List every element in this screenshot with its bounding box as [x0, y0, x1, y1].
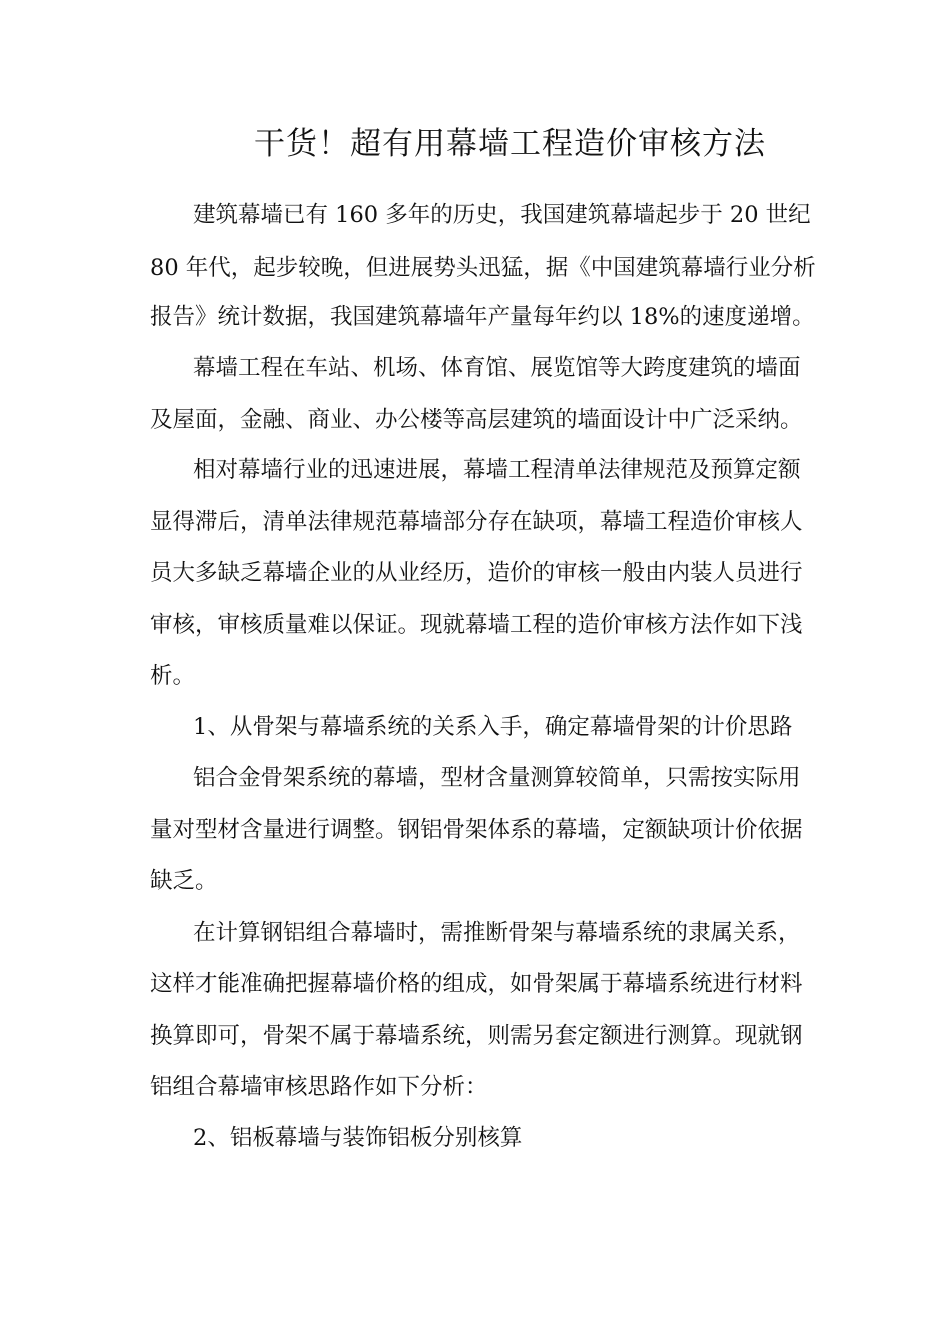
- paragraph-line: 审核，审核质量难以保证。现就幕墙工程的造价审核方法作如下浅: [150, 612, 803, 638]
- section-heading-1: 1、从骨架与幕墙系统的关系入手，确定幕墙骨架的计价思路: [193, 714, 793, 740]
- paragraph-line: 幕墙工程在车站、机场、体育馆、展览馆等大跨度建筑的墙面: [193, 355, 801, 381]
- paragraph-line: 缺乏。: [150, 868, 218, 894]
- paragraph-line: 铝合金骨架系统的幕墙，型材含量测算较简单，只需按实际用: [193, 765, 801, 791]
- paragraph-line: 员大多缺乏幕墙企业的从业经历，造价的审核一般由内装人员进行: [150, 560, 803, 586]
- paragraph-line: 显得滞后，清单法律规范幕墙部分存在缺项，幕墙工程造价审核人: [150, 509, 803, 535]
- paragraph-line: 及屋面，金融、商业、办公楼等高层建筑的墙面设计中广泛采纳。: [150, 407, 803, 433]
- paragraph-line: 报告》统计数据，我国建筑幕墙年产量每年约以 18%的速度递增。: [150, 304, 815, 330]
- paragraph-line: 相对幕墙行业的迅速进展，幕墙工程清单法律规范及预算定额: [193, 457, 801, 483]
- paragraph-line: 析。: [150, 663, 196, 689]
- paragraph-line: 在计算钢铝组合幕墙时，需推断骨架与幕墙系统的隶属关系，: [193, 920, 801, 946]
- paragraph-line: 换算即可，骨架不属于幕墙系统，则需另套定额进行测算。现就钢: [150, 1023, 803, 1049]
- section-heading-2: 2、铝板幕墙与装饰铝板分别核算: [193, 1125, 523, 1151]
- paragraph-line: 铝组合幕墙审核思路作如下分析：: [150, 1074, 488, 1100]
- paragraph-line: 量对型材含量进行调整。钢铝骨架体系的幕墙，定额缺项计价依据: [150, 817, 803, 843]
- paragraph-line: 这样才能准确把握幕墙价格的组成，如骨架属于幕墙系统进行材料: [150, 971, 803, 997]
- paragraph-line: 建筑幕墙已有 160 多年的历史，我国建筑幕墙起步于 20 世纪: [193, 202, 811, 228]
- paragraph-line: 80 年代，起步较晚，但进展势头迅猛，据《中国建筑幕墙行业分析: [150, 255, 816, 281]
- document-title: 干货！超有用幕墙工程造价审核方法: [254, 126, 766, 162]
